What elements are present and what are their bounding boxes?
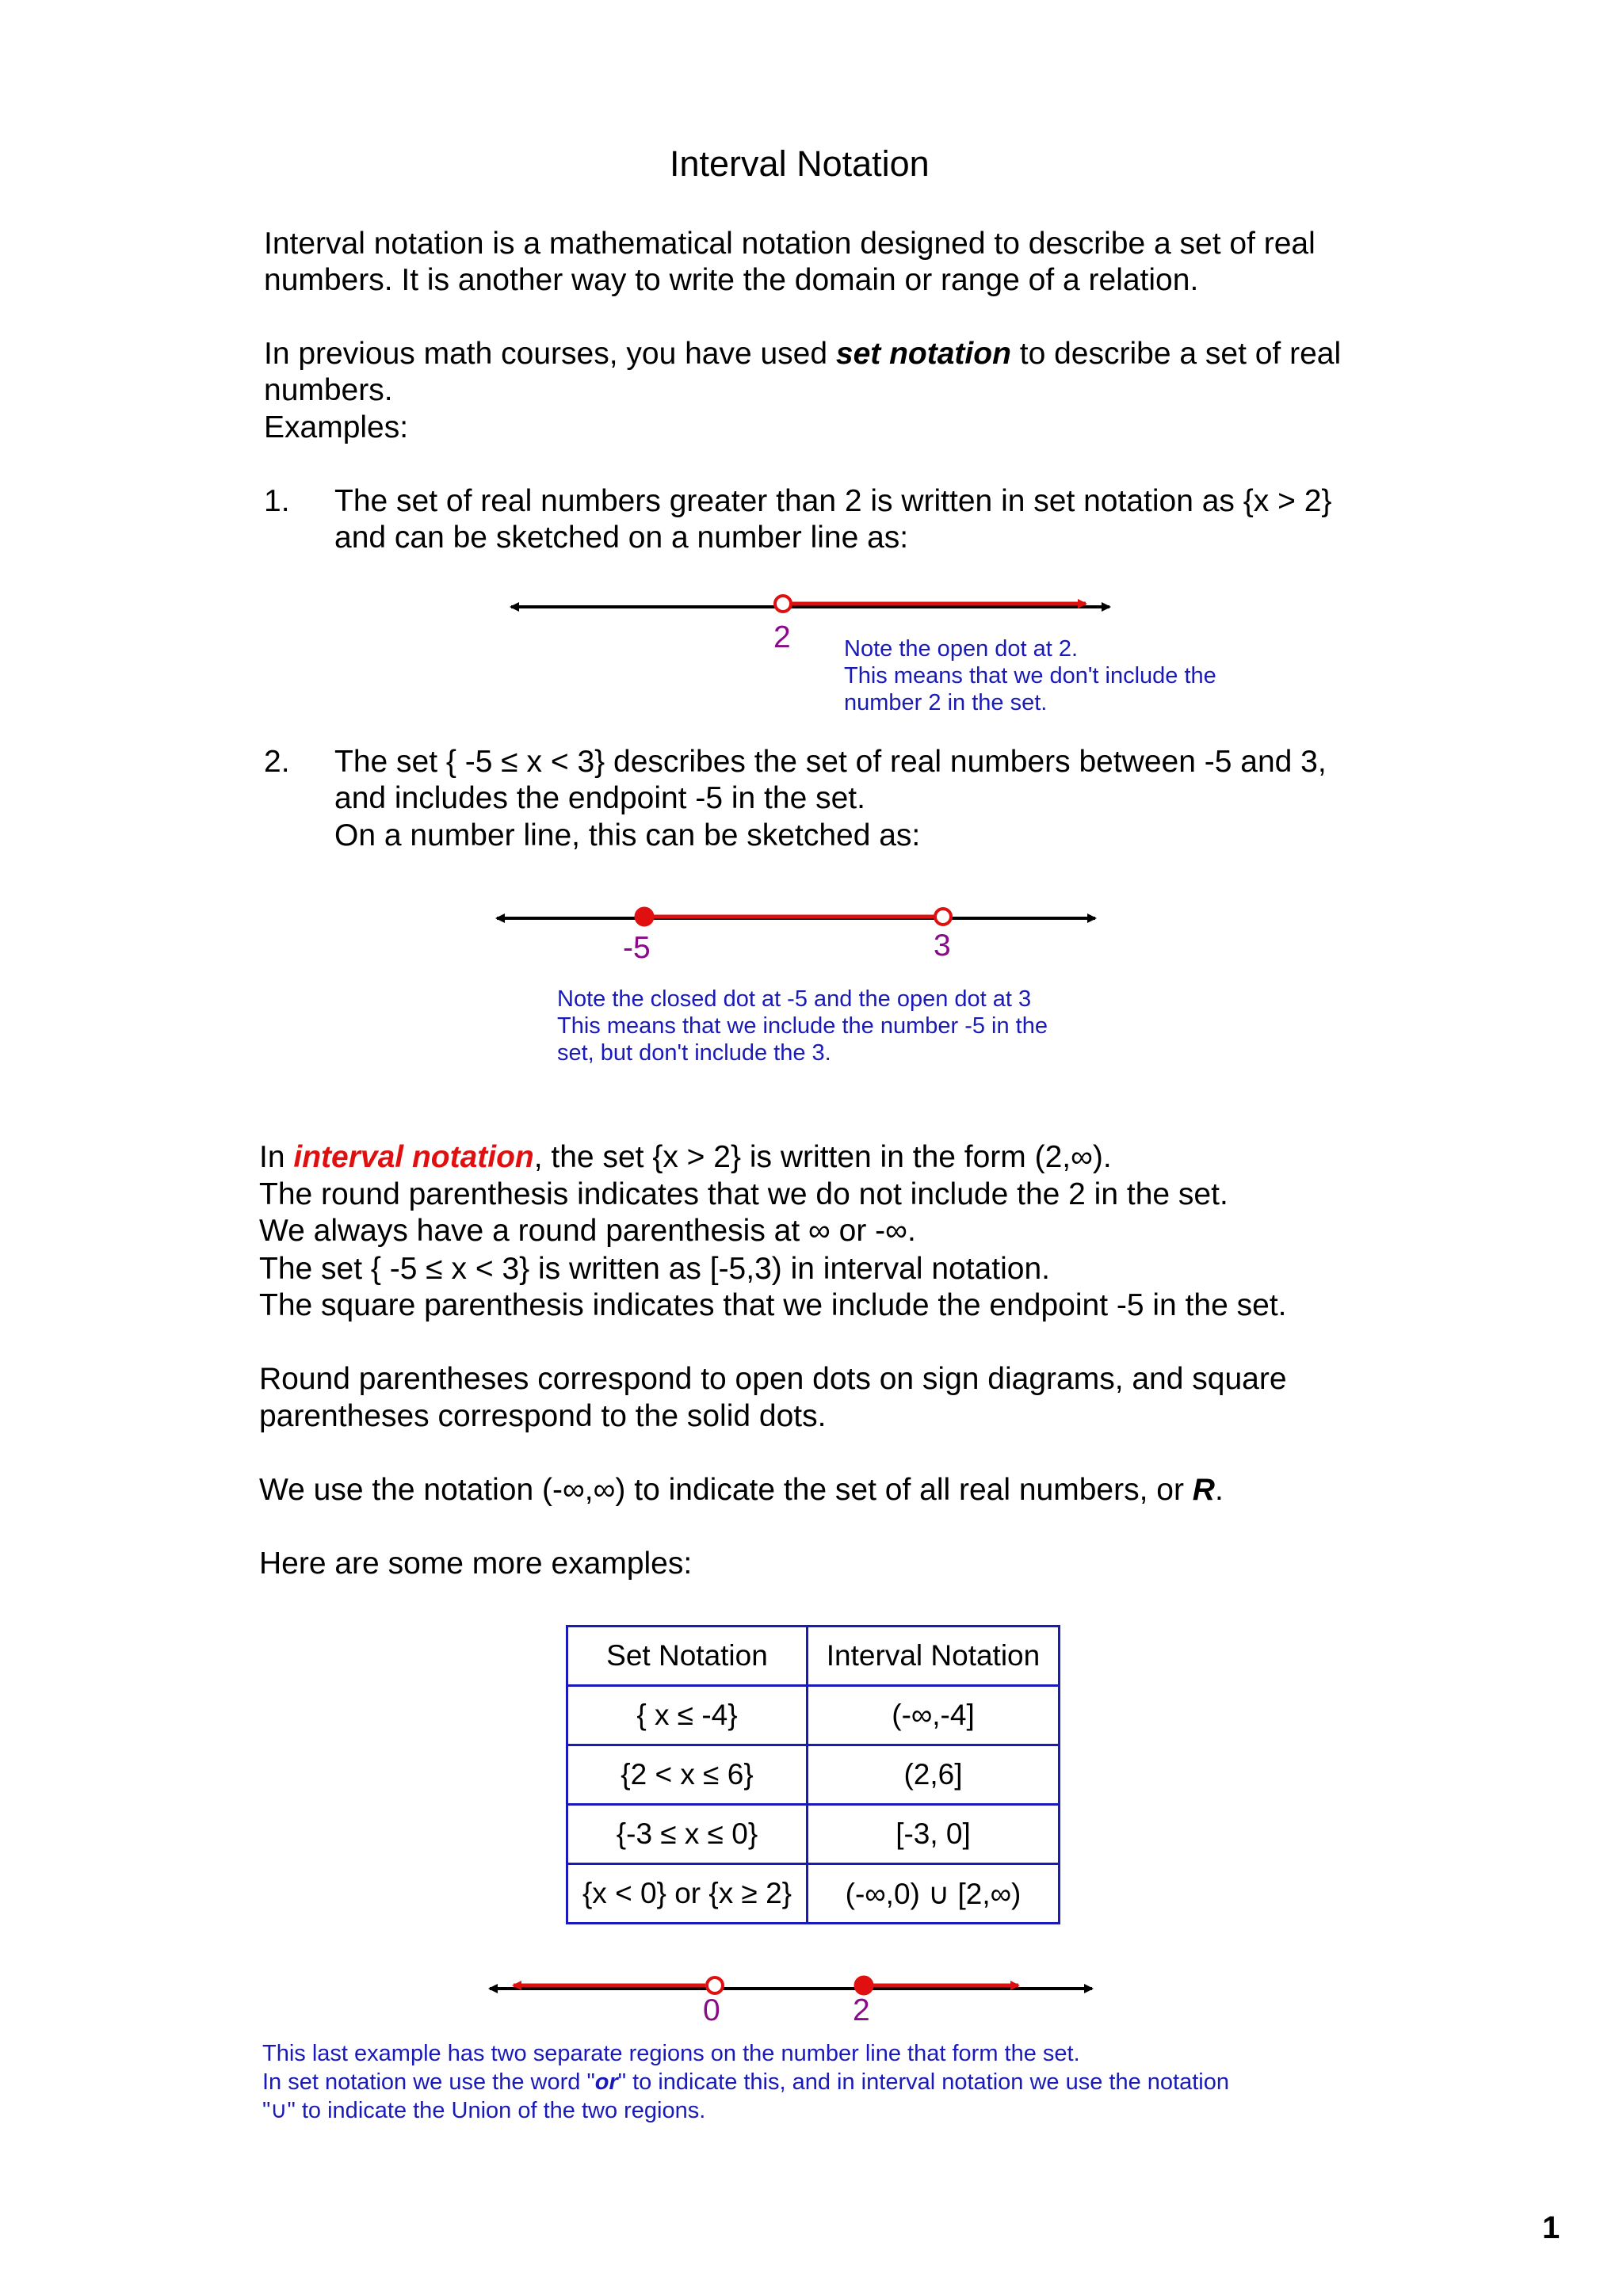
interval-line-5: The square parenthesis indicates that we include the endpoint -5 in the set. bbox=[259, 1288, 1287, 1322]
example-1-note-line-3: number 2 in the set. bbox=[844, 690, 1048, 715]
reals-symbol: R bbox=[1192, 1473, 1215, 1507]
table-cell: (-∞,-4] bbox=[808, 1686, 1060, 1745]
set-notation-term: set notation bbox=[835, 337, 1011, 371]
text-run: We use the notation (-∞,∞) to indicate the set of all real numbers, or bbox=[259, 1473, 1193, 1507]
number-line-3-label-left: 0 bbox=[703, 1993, 720, 2027]
intro-line-2: numbers. It is another way to write the domain or range of a relation. bbox=[264, 263, 1199, 297]
table-header-set-notation: Set Notation bbox=[567, 1627, 808, 1686]
table-row bbox=[567, 1864, 1060, 1924]
table-cell: {x < 0} or {x ≥ 2} bbox=[567, 1864, 808, 1924]
table-header-interval-notation: Interval Notation bbox=[808, 1627, 1060, 1686]
example-2-line-2: and includes the endpoint -5 in the set. bbox=[334, 781, 865, 815]
example-1-note-line-1: Note the open dot at 2. bbox=[844, 636, 1079, 662]
number-line-3-label-right: 2 bbox=[853, 1993, 870, 2027]
example-3-note-line-2 bbox=[262, 2069, 1229, 2096]
example-2-note-line-1: Note the closed dot at -5 and the open dot at 3 bbox=[557, 986, 1032, 1012]
example-3-note-line-3: "∪" to indicate the Union of the two regions. bbox=[262, 2098, 706, 2123]
example-2-line-3: On a number line, this can be sketched as: bbox=[334, 818, 921, 852]
open-dot bbox=[935, 909, 951, 925]
text-run: , the set {x > 2} is written in the form (2,∞). bbox=[533, 1140, 1112, 1174]
example-2-line-1: The set { -5 ≤ x < 3} describes the set of real numbers between -5 and 3, bbox=[334, 745, 1327, 779]
example-2-number: 2. bbox=[264, 745, 290, 779]
set-notation-intro-line-2: numbers. bbox=[264, 373, 393, 407]
number-line-1 bbox=[511, 596, 1109, 612]
table-row bbox=[567, 1745, 1060, 1805]
parentheses-line-2: parentheses correspond to the solid dots. bbox=[259, 1399, 827, 1433]
number-line-2-label-left: -5 bbox=[623, 931, 651, 965]
number-line-1-label: 2 bbox=[773, 620, 791, 654]
table-cell: [-3, 0] bbox=[808, 1805, 1060, 1864]
table-cell: (-∞,0) ∪ [2,∞) bbox=[808, 1864, 1060, 1924]
interval-line-4: The set { -5 ≤ x < 3} is written as [-5,3) in interval notation. bbox=[259, 1252, 1050, 1286]
example-2-note-line-2: This means that we include the number -5 in the bbox=[557, 1013, 1048, 1039]
text-run: " to indicate this, and in interval notation we use the notation bbox=[617, 2069, 1229, 2095]
example-1-line-2: and can be sketched on a number line as: bbox=[334, 521, 909, 555]
or-term: or bbox=[594, 2069, 618, 2095]
text-run: In set notation we use the word " bbox=[262, 2069, 595, 2095]
interval-line-1 bbox=[259, 1138, 1112, 1176]
text-run: In previous math courses, you have used bbox=[264, 337, 836, 371]
example-1-note-line-2: This means that we don't include the bbox=[844, 663, 1216, 688]
table-cell: (2,6] bbox=[808, 1745, 1060, 1805]
interval-line-3: We always have a round parenthesis at ∞ or -∞. bbox=[259, 1214, 916, 1248]
parentheses-line-1: Round parentheses correspond to open dots on sign diagrams, and square bbox=[259, 1362, 1287, 1396]
open-dot bbox=[775, 596, 791, 612]
example-1-number: 1. bbox=[264, 484, 290, 518]
page-title: Interval Notation bbox=[670, 143, 930, 184]
table-header-row bbox=[567, 1627, 1060, 1686]
number-line-2 bbox=[497, 908, 1095, 925]
table-cell: {-3 ≤ x ≤ 0} bbox=[567, 1805, 808, 1864]
example-3-note-line-1: This last example has two separate regions on the number line that form the set. bbox=[262, 2041, 1080, 2066]
more-examples-heading: Here are some more examples: bbox=[259, 1547, 693, 1581]
open-dot bbox=[707, 1978, 723, 1993]
text-run: In bbox=[259, 1140, 294, 1174]
number-line-2-label-right: 3 bbox=[934, 929, 951, 963]
text-run: . bbox=[1214, 1473, 1224, 1507]
number-line-3 bbox=[490, 1977, 1092, 1994]
closed-dot bbox=[855, 1977, 873, 1994]
text-run: to describe a set of real bbox=[1010, 337, 1342, 371]
table-cell: {2 < x ≤ 6} bbox=[567, 1745, 808, 1805]
example-2-note-line-3: set, but don't include the 3. bbox=[557, 1040, 831, 1066]
table-row bbox=[567, 1805, 1060, 1864]
notation-table bbox=[566, 1625, 1060, 1924]
intro-line-1: Interval notation is a mathematical notation designed to describe a set of real bbox=[264, 227, 1316, 261]
closed-dot bbox=[636, 908, 653, 925]
table-row bbox=[567, 1686, 1060, 1745]
all-reals-line bbox=[259, 1471, 1224, 1508]
interval-line-2: The round parenthesis indicates that we do not include the 2 in the set. bbox=[259, 1177, 1228, 1211]
interval-notation-term: interval notation bbox=[293, 1140, 534, 1174]
page-number: 1 bbox=[1542, 2210, 1560, 2245]
table-cell: { x ≤ -4} bbox=[567, 1686, 808, 1745]
example-1-line-1: The set of real numbers greater than 2 is written in set notation as {x > 2} bbox=[334, 484, 1332, 518]
examples-heading: Examples: bbox=[264, 410, 409, 444]
